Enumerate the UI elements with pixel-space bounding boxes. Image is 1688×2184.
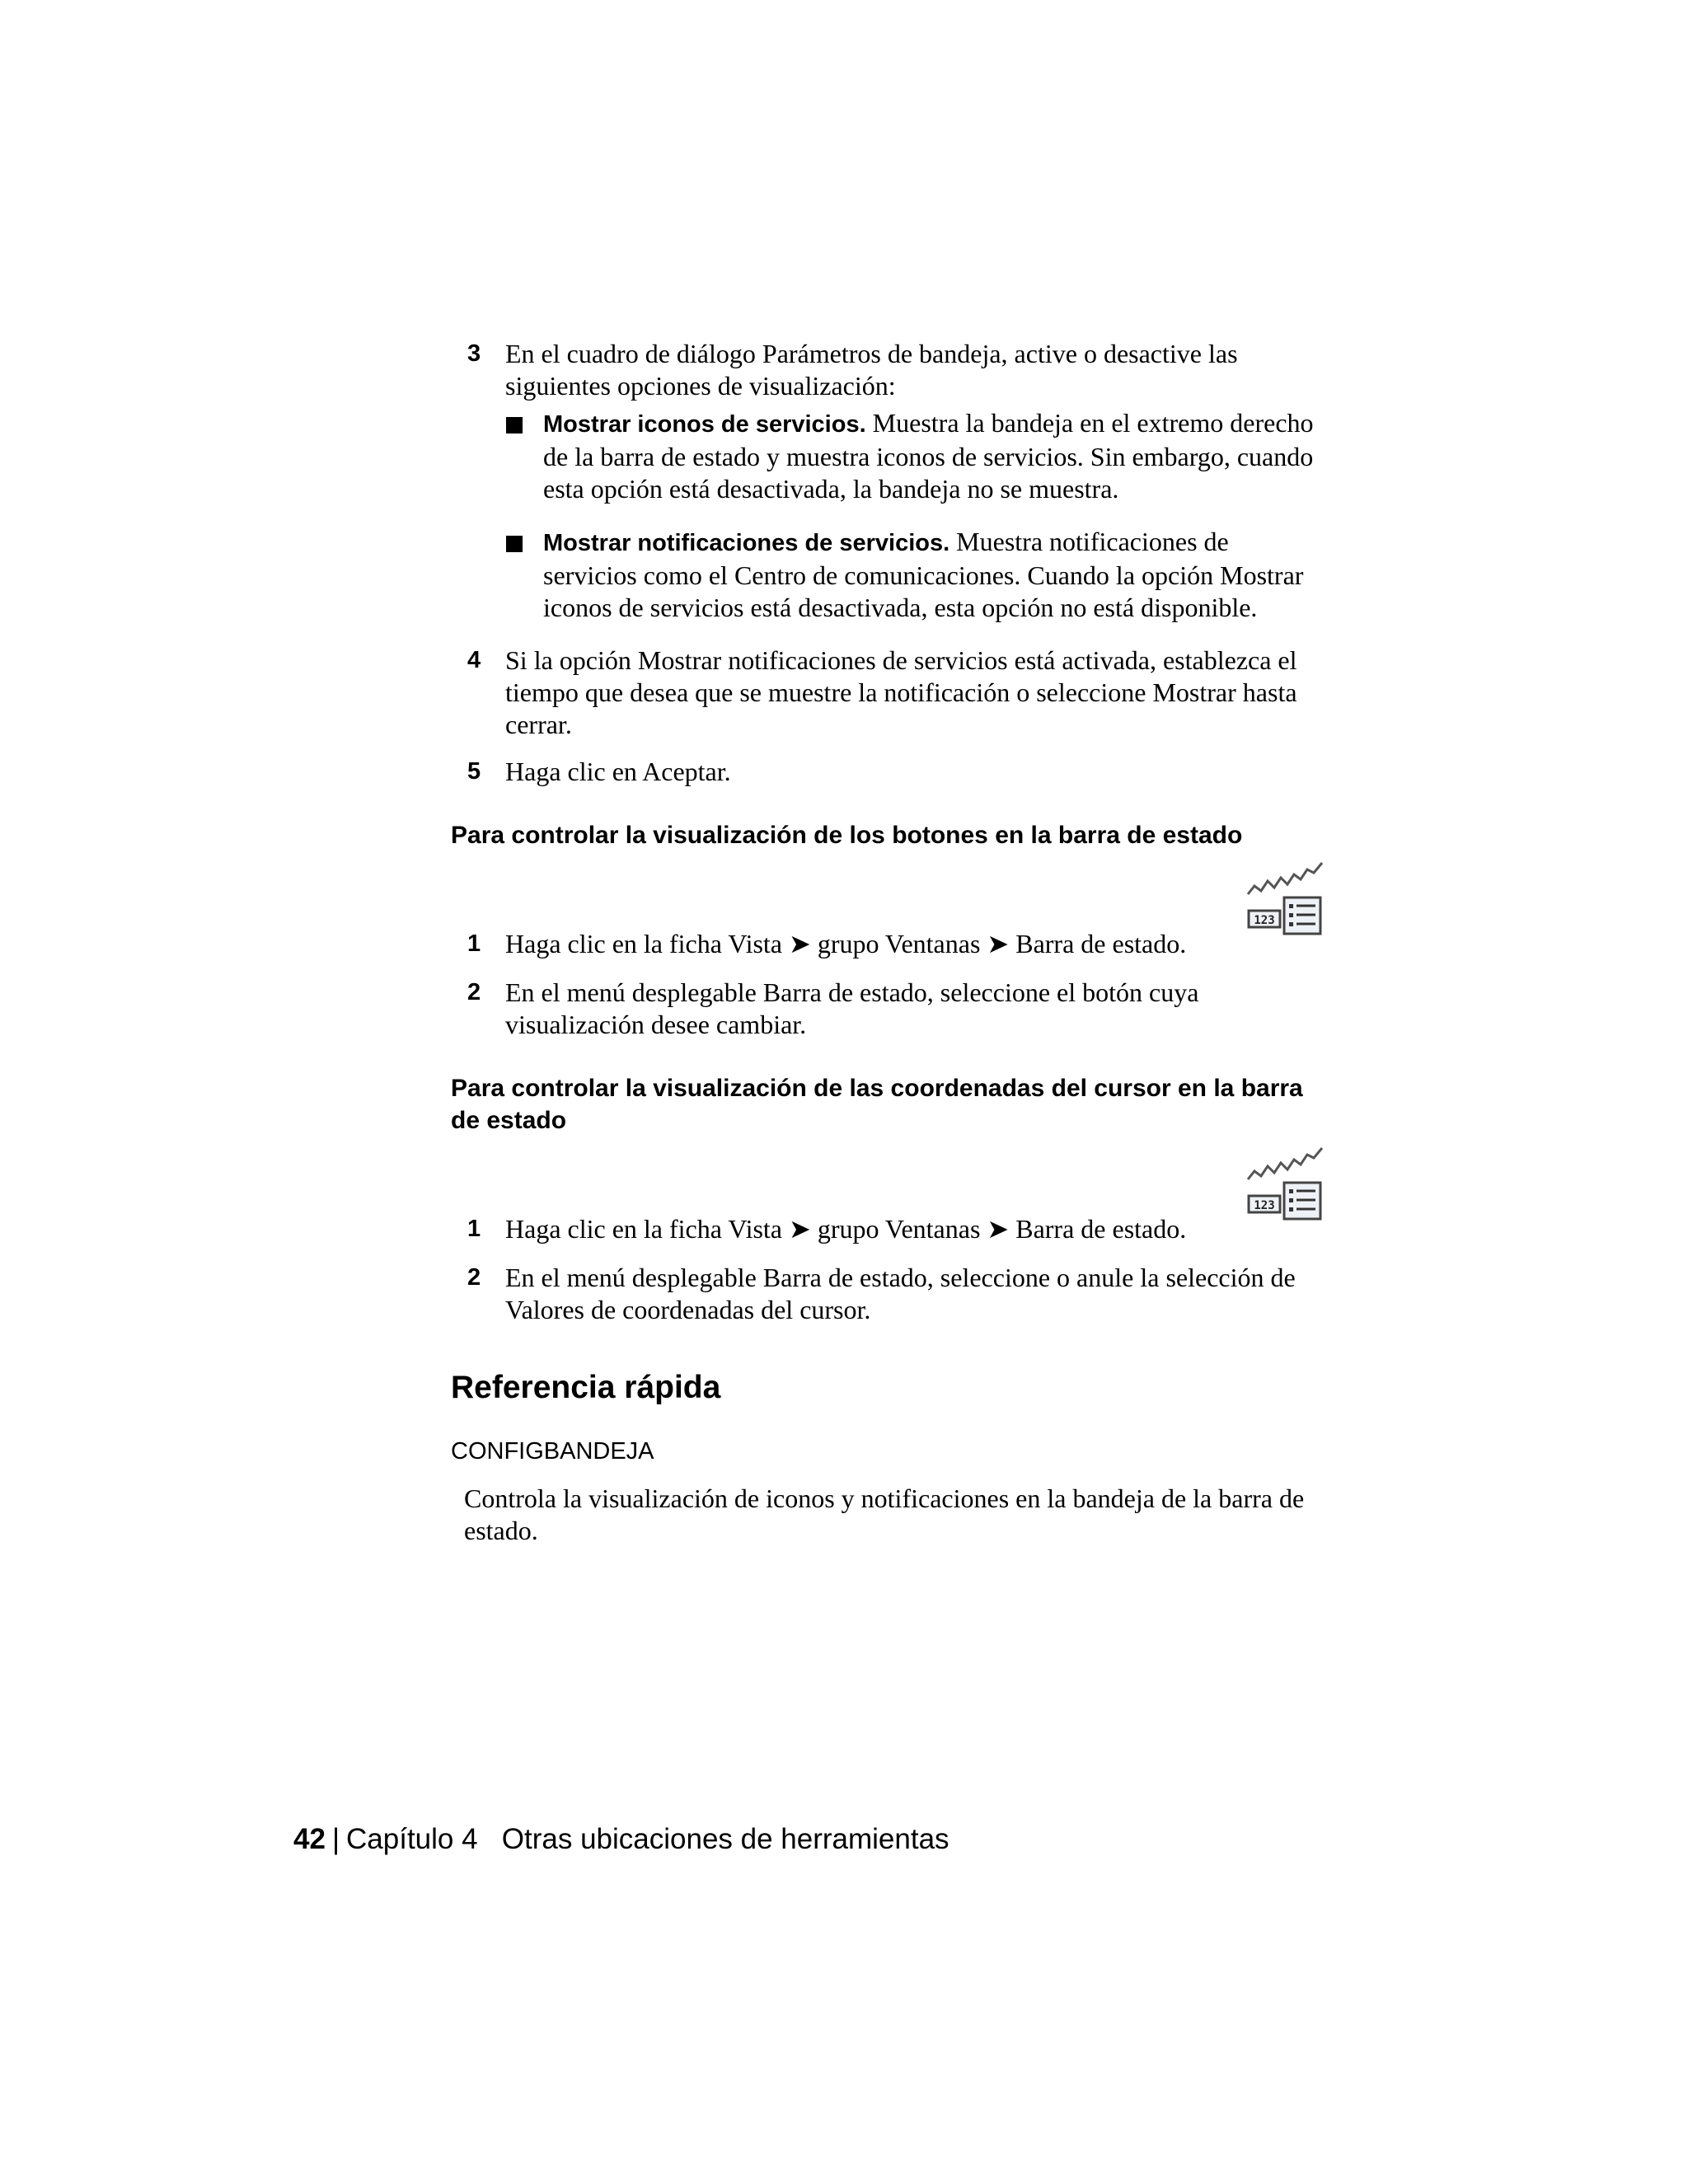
page-number: 42 bbox=[293, 1823, 326, 1855]
option-description: Muestra notificaciones de servicios como el Centro de comunicaciones. Cuando la opción Mostrar iconos de servicios está desactivada, esta opción no está disponible. bbox=[543, 527, 1304, 622]
options-list bbox=[505, 407, 1325, 624]
step-1 bbox=[451, 1213, 1379, 1245]
bullet-square-icon bbox=[506, 536, 523, 552]
step-text: En el cuadro de diálogo Parámetros de bandeja, active o desactive las siguientes opciones de visualización: bbox=[505, 339, 1238, 401]
step-number: 1 bbox=[467, 1216, 481, 1242]
step-number: 5 bbox=[467, 758, 481, 785]
command-name: CONFIGBANDEJA bbox=[451, 1438, 654, 1465]
icon-label: 123 bbox=[1254, 1199, 1275, 1212]
step-number: 2 bbox=[467, 1264, 481, 1291]
quick-reference-heading: Referencia rápida bbox=[451, 1370, 721, 1405]
command-description: Controla la visualización de iconos y notificaciones en la bandeja de la barra de estado. bbox=[464, 1483, 1305, 1545]
step-row-with-icon bbox=[451, 861, 1325, 960]
step-text: Si la opción Mostrar notificaciones de servicios está activada, establezca el tiempo que desea que se muestre la notificación o seleccione Mostrar hasta cerrar. bbox=[505, 645, 1297, 739]
chapter-label: Capítulo 4 bbox=[346, 1823, 478, 1855]
step-text: En el menú desplegable Barra de estado, seleccione el botón cuya visualización desee cambiar. bbox=[505, 977, 1199, 1039]
option-show-service-notifications bbox=[505, 526, 1325, 624]
option-title: Mostrar iconos de servicios. bbox=[543, 411, 866, 438]
step-text: Haga clic en la ficha Vista ➤ grupo Ventanas ➤ Barra de estado. bbox=[505, 1214, 1187, 1244]
page-content bbox=[451, 338, 1325, 1547]
step-number: 4 bbox=[467, 647, 481, 673]
bullet-square-icon bbox=[506, 417, 523, 434]
footer-separator: | bbox=[331, 1823, 340, 1855]
step-text: Haga clic en Aceptar. bbox=[505, 757, 731, 786]
step-3 bbox=[451, 338, 1325, 624]
chapter-title: Otras ubicaciones de herramientas bbox=[501, 1823, 950, 1855]
step-1 bbox=[451, 928, 1379, 960]
option-title: Mostrar notificaciones de servicios. bbox=[543, 530, 950, 556]
procedure-heading-buttons: Para controlar la visualización de los botones en la barra de estado bbox=[451, 822, 1243, 849]
status-bar-icon bbox=[1246, 861, 1324, 939]
option-description: Muestra la bandeja en el extremo derecho de la barra de estado y muestra iconos de servicios. Sin embargo, cuando esta opción está desactivada, la bandeja no se muestra. bbox=[543, 408, 1314, 504]
step-number: 1 bbox=[467, 930, 481, 957]
step-text: Haga clic en la ficha Vista ➤ grupo Ventanas ➤ Barra de estado. bbox=[505, 929, 1187, 958]
status-bar-icon bbox=[1246, 1146, 1324, 1224]
icon-label: 123 bbox=[1254, 914, 1275, 927]
step-number: 3 bbox=[467, 340, 481, 367]
step-2 bbox=[451, 1262, 1325, 1326]
step-number: 2 bbox=[467, 979, 481, 1005]
step-text: En el menú desplegable Barra de estado, seleccione o anule la selección de Valores de coordenadas del cursor. bbox=[505, 1263, 1296, 1324]
option-show-service-icons bbox=[505, 407, 1325, 505]
page-footer bbox=[293, 1823, 950, 1856]
step-2 bbox=[451, 977, 1325, 1041]
step-row-with-icon bbox=[451, 1146, 1325, 1245]
step-4 bbox=[451, 644, 1325, 741]
step-5 bbox=[451, 756, 1325, 788]
procedure-heading-coordinates: Para controlar la visualización de las coordenadas del cursor en la barra de estado bbox=[451, 1075, 1303, 1134]
